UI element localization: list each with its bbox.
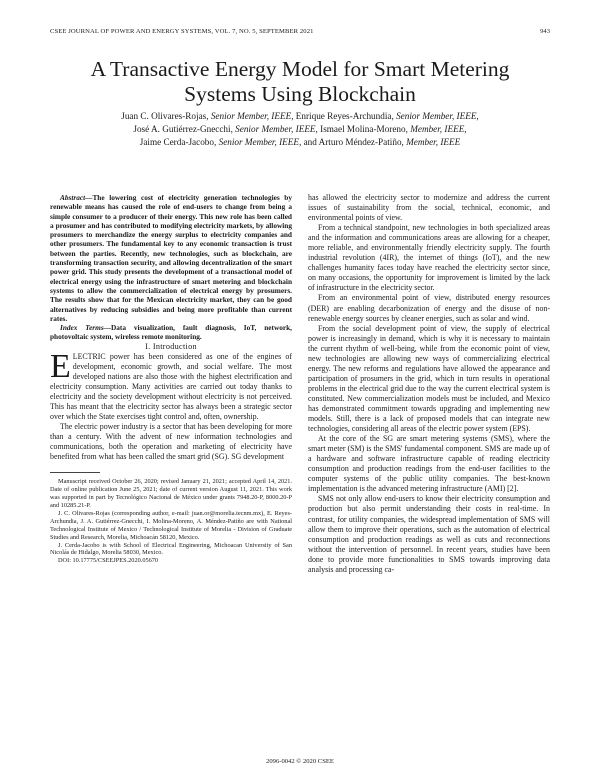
body-paragraph: SMS not only allow end-users to know their electricity consumption and production but also permit understanding their costs in real-time. In contrast, for utility companies, the widespread implementation of SMS will allow them to improve their operations, such as the automation of electrical consumption and production readings as well as cuts and reconnections without the intervention of personnel. In recent years, studies have been done to provide more functionalities to SMS towards improving data analysis and processing ca-: [308, 494, 550, 574]
running-header: CSEE JOURNAL OF POWER AND ENERGY SYSTEMS, VOL. 7, NO. 5, SEPTEMBER 2021: [50, 28, 314, 35]
author-role: Senior Member, IEEE,: [235, 124, 318, 134]
intro-paragraph-1-text: LECTRIC power has been considered as one of the engines of development, economic growth, and social welfare. The most developed nations are also those with the highest electrification and electricity consumption. Many activities are carried out today thanks to electricity and the society development without electricity is not perceived. This has meant that the electricity sector has always been a strategic sector over which the State exercises tight control and, often, ownership.: [50, 351, 292, 422]
title-line-1: A Transactive Energy Model for Smart Metering: [90, 57, 510, 81]
author-name: José A. Gutiérrez-Gnecchi,: [133, 124, 233, 134]
author-list: [50, 110, 550, 149]
author-line-2: [50, 123, 550, 136]
intro-paragraph-2: The electric power industry is a sector that has been developing for more than a century. With the advent of new information technologies and communications, both the operation and marketing of electricity have benefited from what has been called the smart grid (SG). SG development: [50, 422, 292, 462]
author-name: Enrique Reyes-Archundia,: [295, 111, 394, 121]
author-name: Ismael Molina-Moreno,: [320, 124, 408, 134]
paper-title: [40, 57, 560, 107]
footnote-affiliation-2: J. Cerda-Jacobo is with School of Electrical Engineering, Michoacan University of San Nicolás de Hidalgo, Morelia 58030, Mexico.: [50, 541, 292, 557]
abstract-label: Abstract—: [60, 193, 93, 202]
abstract: [50, 193, 292, 323]
author-role: Member, IEEE: [406, 137, 461, 147]
author-role: Member, IEEE,: [410, 124, 467, 134]
abstract-text: The lowering cost of electricity generation technologies by renewable means has caused the role of end-users to change from being a simple consumer to a producer of their energy. This new role has been called a prosumer and has contributed to modifying electricity markets, by allowing prosumers to merchandize the energy surplus to electricity companies and other prosumers. The fundamental key to any economic transaction is trust between the parties. Recently, new technologies, such as blockchain, are transforming transaction security, and allowing decentralization of the smart power grid. This study presents the development of a transactional model of electrical energy using the infrastructure of smart metering and blockchain systems to allow the commercialization of electrical energy by prosumers. The results show that for the Mexican electricity market, they can be good alternatives by reducing subsidies and being more profitable than current rates.: [50, 193, 292, 323]
body-paragraph: At the core of the SG are smart metering systems (SMS), where the smart meter (SM) is the SMS' fundamental component. SMS are made up of a hardware and software infrastructure capable of reading electricity consumption and production readings from the end-user facilities to the computer systems of the public utility companies. The best-known implementation is the advanced metering infrastructure (AMI) [2].: [308, 434, 550, 494]
body-paragraph: has allowed the electricity sector to modernize and address the current issues of sustainability from the social, technical, economic, and environmental points of view.: [308, 193, 550, 223]
drop-cap: E: [50, 347, 71, 385]
author-line-3: [50, 136, 550, 149]
body-paragraph: From a technical standpoint, new technologies in both specialized areas and the information and communications areas are allowing for a cheaper, more reliable, and environmentally friendly electricity supply. The fourth industrial revolution (4IR), the internet of things (IoT), and the new challenges humanity faces today have reached the electricity sector since, on many occasions, the opportunity for improvement is limited by the lack of infrastructure in the electricity sector.: [308, 223, 550, 293]
author-role: Senior Member, IEEE,: [210, 111, 294, 121]
index-terms: [50, 323, 292, 342]
author-name: and Arturo Méndez-Patiño,: [303, 137, 404, 147]
footnotes: [50, 478, 292, 565]
index-terms-text: Data visualization, fault diagnosis, IoT, network, photovoltaic system, wireless remote monitoring.: [50, 323, 292, 342]
right-column: [308, 193, 550, 575]
footnote-manuscript: Manuscript received October 26, 2020; revised January 21, 2021; accepted April 14, 2021. Date of online publication June 25, 2021; date of current version August 11, 2021. This work was supported in part by Tecnológico Nacional de México under grants 7948.20-P, 8000.20-P and 10285.21-P.: [50, 478, 292, 510]
footnote-affiliation-1: J. C. Olivares-Rojas (corresponding author, e-mail: juan.or@morelia.tecnm.mx), E. Reyes-Archundia, J. A. Gutiérrez-Gnecchi, I. Molina-Moreno, A. Méndez-Patiño are with National Technological Institute of Mexico / Technological Institute of Morelia - Division of Graduate Studies and Research, Morelia, Michoacán 58120, Mexico.: [50, 509, 292, 541]
intro-paragraph-1: [50, 347, 292, 422]
index-terms-label: Index Terms—: [60, 323, 111, 333]
author-role: Senior Member, IEEE,: [218, 137, 302, 147]
title-line-2: Systems Using Blockchain: [184, 82, 416, 106]
author-name: Juan C. Olivares-Rojas,: [121, 111, 209, 121]
author-line-1: [50, 110, 550, 123]
author-role: Senior Member, IEEE,: [396, 111, 479, 121]
page-footer: 2096-0042 © 2020 CSEE: [266, 758, 334, 765]
footnote-doi: DOI: 10.17775/CSEEJPES.2020.05670: [58, 557, 159, 565]
page-number: 943: [540, 28, 550, 35]
footnote-divider: [50, 472, 100, 473]
section-heading: I. Introduction: [145, 341, 197, 351]
left-column: [50, 193, 292, 565]
body-paragraph: From an environmental point of view, distributed energy resources (DER) are enabling decarbonization of energy and the disuse of non-renewable energy sources by cleaner energies, such as solar and wind.: [308, 293, 550, 323]
body-paragraph: From the social development point of view, the supply of electrical power is increasingly in demand, which is why it is necessary to maintain the current rhythm of well-being, while from the economic point of view, new technologies are allowing new ways of commercializing electrical energy. The new reforms and regulations have allowed the appearance and participation of prosumers in the grid, which in turn results in operational problems in the electrical grid due to the way the current electrical system is constituted. New commercialization models must be included, and Mexico has demonstrated commitment towards upgrading and implementing new models. Still, there is a lack of proposed models that can integrate new technologies, considering all areas of the electric power system (EPS).: [308, 323, 550, 434]
author-name: Jaime Cerda-Jacobo,: [139, 137, 217, 147]
